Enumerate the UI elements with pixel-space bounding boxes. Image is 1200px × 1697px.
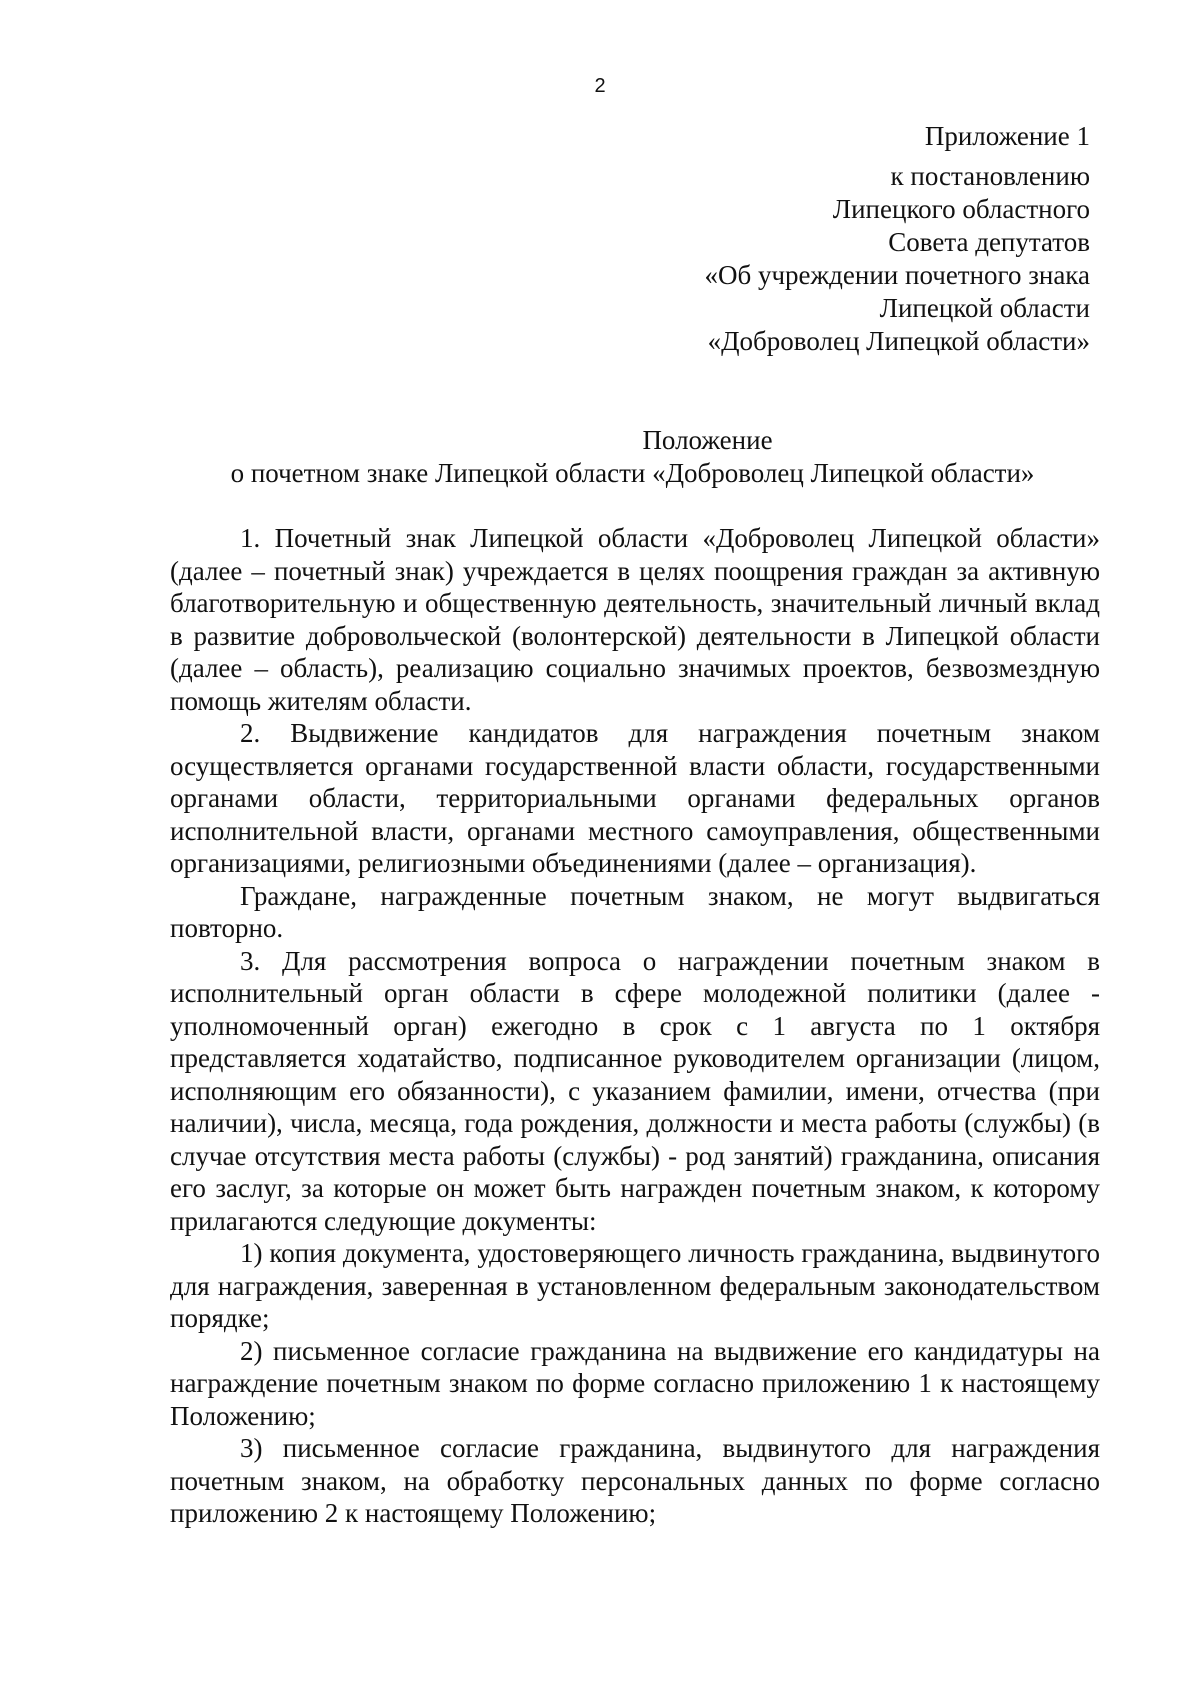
appendix-header: [704, 120, 1090, 358]
appendix-line: Приложение 1: [924, 121, 1090, 151]
paragraph-2-note: Граждане, награжденные почетным знаком, не могут выдвигаться повторно.: [170, 880, 1100, 943]
paragraph-3: 3. Для рассмотрения вопроса о награждении почетным знаком в исполнительный орган области в сфере молодежной политики (далее - уполномоченный орган) ежегодно в срок с 1 августа по 1 октября представляется ходатайство, подписанное руководителем организации (лицом, исполняющим его обязанности), с указанием фамилии, имени, отчества (при наличии), числа, месяца, года рождения, должности и места работы (службы) (в случае отсутствия места работы (службы) - род занятий) гражданина, описания его заслуг, за которые он может быть награжден почетным знаком, к которому прилагаются следующие документы:: [170, 945, 1100, 1236]
appendix-line: Совета депутатов: [888, 227, 1090, 257]
appendix-line: Липецкой области: [879, 293, 1090, 323]
paragraph-1: 1. Почетный знак Липецкой области «Доброволец Липецкой области» (далее – почетный знак) учреждается в целях поощрения граждан за активную благотворительную и общественную деятельность, значительный личный вклад в развитие добровольческой (волонтерской) деятельности в Липецкой области (далее – область), реализацию социально значимых проектов, безвозмездную помощь жителям области.: [170, 523, 1100, 716]
list-item-2: 2) письменное согласие гражданина на выдвижение его кандидатуры на награждение почетным знаком по форме согласно приложению 1 к настоящему Положению;: [170, 1335, 1100, 1431]
appendix-line: «Об учреждении почетного знака: [704, 260, 1090, 290]
document-title-block: [170, 424, 1095, 490]
appendix-line: Липецкого областного: [832, 194, 1090, 224]
document-title: Положение: [642, 425, 773, 455]
document-subtitle: о почетном знаке Липецкой области «Доброволец Липецкой области»: [230, 458, 1035, 488]
appendix-line: к постановлению: [890, 161, 1090, 191]
page-number: 2: [594, 75, 606, 97]
appendix-line: «Доброволец Липецкой области»: [707, 326, 1090, 356]
list-item-1: 1) копия документа, удостоверяющего личность гражданина, выдвинутого для награждения, заверенная в установленном федеральным законодательством порядке;: [170, 1238, 1100, 1333]
document-body: [170, 522, 1100, 1530]
paragraph-2: 2. Выдвижение кандидатов для награждения почетным знаком осуществляется органами государственной власти области, государственными органами области, территориальными органами федеральных органов исполнительной власти, органами местного самоуправления, общественными организациями, религиозными объединениями (далее – организация).: [170, 718, 1100, 878]
list-item-3: 3) письменное согласие гражданина, выдвинутого для награждения почетным знаком, на обработку персональных данных по форме согласно приложению 2 к настоящему Положению;: [170, 1433, 1100, 1528]
